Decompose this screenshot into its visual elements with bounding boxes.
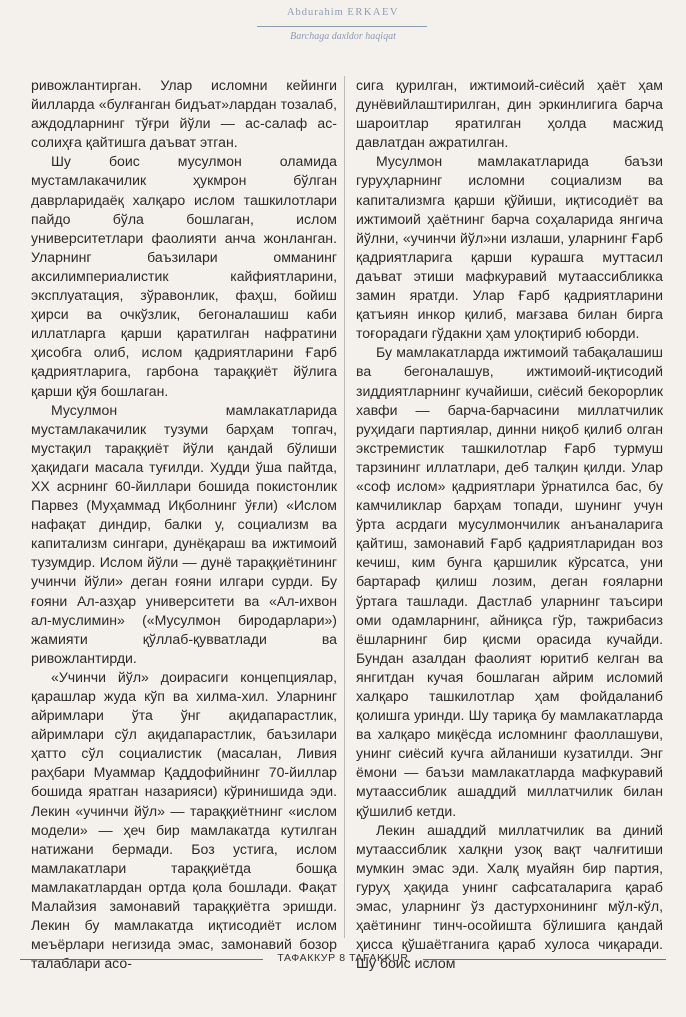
right-text-column (356, 76, 663, 973)
running-header (0, 0, 686, 52)
paragraph: Мусулмон мамлакатларида баъзи гуруҳларнинг исломни социализм ва капитализмга қарши қўйиши, иқтисодиёт ва ижтимоий ҳаётнинг барча соҳаларида янгича йўлни, «учинчи йўл»ни излаши, уларнинг Ғарб қадриятларига қарши курашга муттасил даъват этиши мафкуравий мутаассибликка замин яратди. Улар Ғарб қадриятларини қатъиян инкор қилиб, мағзава билан бирга тоғорадаги гўдакни ҳам улоқтириб юборди. (356, 153, 663, 342)
paragraph: Лекин ашаддий миллатчилик ва диний мутаассиблик халқни узоқ вақт чалғитиши мумкин эмас эди. Халқ муайян бир партия, гуруҳ ҳақида унинг сафсаталарига қараб эмас, уларнинг ўз дастурхонининг мўл-кўл, ҳаётининг тинч-осойишта бўлишига қандай ҳисса қўшаётганига қараб хулоса чиқаради. Шу боис ислом (356, 821, 663, 972)
paragraph: «Учинчи йўл» доирасиги концепциялар, қарашлар жуда кўп ва хилма-хил. Уларнинг айримлари ўта ўнг ақидапарастлик, айримлари сўл ақидапарастлик, баъзилари ҳатто сўл социалистик (масалан, Ливия раҳбари Муаммар Қаддофийнинг 70-йиллар бошида яратган назарияси) кўринишида эди. Лекин «учинчи йўл» — тараққиётнинг «ислом модели» — ҳеч бир мамлакатда кутилган натижани бермади. Боз устига, ислом мамлакатлари тараққиётда бошқа мамлакатлардан ортда қола бошлади. Фақат Малайзия замонавий тараққиётга эришди. Лекин бу мамлакатда иқтисодиёт ислом меъёрлари негизида эмас, замонавий бозор талаблари асо- (31, 668, 337, 972)
article-subtitle: Barchaga daxldor haqiqat (290, 31, 396, 42)
author-name (0, 7, 686, 18)
paragraph: Мусулмон мамлакатларида мустамлакачилик тузуми барҳам топгач, мустақил тараққиёт йўли қандай бўлиши ҳақидаги масала туғилди. Худди ўша пайтда, XX асрнинг 60-йиллари бошида покистонлик Парвез (Муҳаммад Иқболнинг ўғли) «Ислом нафақат диндир, балки у, социализм ва капитализм сингари, дунёқараш ва ижтимоий тузумдир. Ислом йўли — дунё тараққиётининг учинчи йўли» деган ғояни илгари сурди. Бу ғояни Ал-азҳар университети ва «Ал-ихвон ал-муслимин» («Мусулмон биродарлари») жамияти қўллаб-қувватлади ва ривожлантирди. (31, 401, 337, 666)
page-footer (20, 952, 666, 966)
author-first-name: Abdurahim (286, 7, 344, 18)
footer-label: ТАФАККУР 8 TAFAKKUR (277, 952, 409, 964)
author-last-name: ERKAEV (347, 7, 400, 18)
paragraph: Шу боис мусулмон оламида мустамлакачилик ҳукмрон бўлган даврларидаёқ халқаро ислом ташкилотлари пайдо бўла бошлаган, ислом университетлари фаолияти анча жонланган. Уларнинг баъзилари омманинг аксилимпериалистик кайфиятларини, эксплуатация, зўравонлик, фаҳш, бойиш ҳирси ва очкўзлик, бегоналашиш каби иллатларга қарши қаратилган нафратини ҳисобга олиб, ислом қадриятларини Ғарб қадриятларига, гарбона тараққиёт йўлига қарши қўя бошлаган. (31, 153, 337, 399)
paragraph: Бу мамлакатларда ижтимоий табақалашиш ва бегоналашув, ижтимоий-иқтисодий зиддиятларнинг кучайиши, сиёсий бекорорлик хавфи — барча-барчасини миллатчилик руҳидаги партиялар, динни ниқоб қилиб олган экстремистик ташкилотлар Ғарб турмуш тарзининг иллатлари, деб талқин қилди. Улар «соф ислом» қадриятлари ўрнатилса бас, бу камчиликлар барҳам топади, шунинг учун ўрта асрдаги мусулмончилик анъаналарига қайтиш, замонавий Ғарб қадриятларидан воз кечиш, ким бунга қаршилик кўрсатса, уни бартараф қилиш лозим, деган ғояларни ўртага ташлади. Дастлаб уларнинг таъсири оми одамларнинг, айниқса гўр, тажрибасиз ёшларнинг бир қисми орасида кучайди. Бундан азалдан фаолият юритиб келган ва янгитдан кучая бошлаган айрим исломий халқаро ташкилотлар ҳам фойдаланиб қолишга уринди. Шу тариқа бу мамлакатларда ва халқаро миқёсда исломнинг фаоллашуви, унинг сиёсий кучга айланиши кузатилди. Энг ёмони — баъзи мамлакатларда мафкуравий мутаассиблик ашаддий миллатчилик билан қўшилиб кетди. (356, 344, 663, 819)
paragraph: сига қурилган, ижтимоий-сиёсий ҳаёт ҳам дунёвийлаштирилган, дин эркинлигига барча шароитлар яратилган ҳолда масжид давлатдан ажратилган. (356, 77, 663, 151)
left-text-column (31, 76, 337, 973)
header-rule (257, 26, 427, 27)
paragraph: ривожлантирган. Улар исломни кейинги йилларда «булғанган бидъат»лардан тозалаб, аждодларнинг тўғри йўли — ас-салаф ас-солиҳға қайтишга даъват этган. (31, 77, 337, 151)
column-divider (344, 76, 345, 938)
footer-rule-right (423, 959, 666, 960)
